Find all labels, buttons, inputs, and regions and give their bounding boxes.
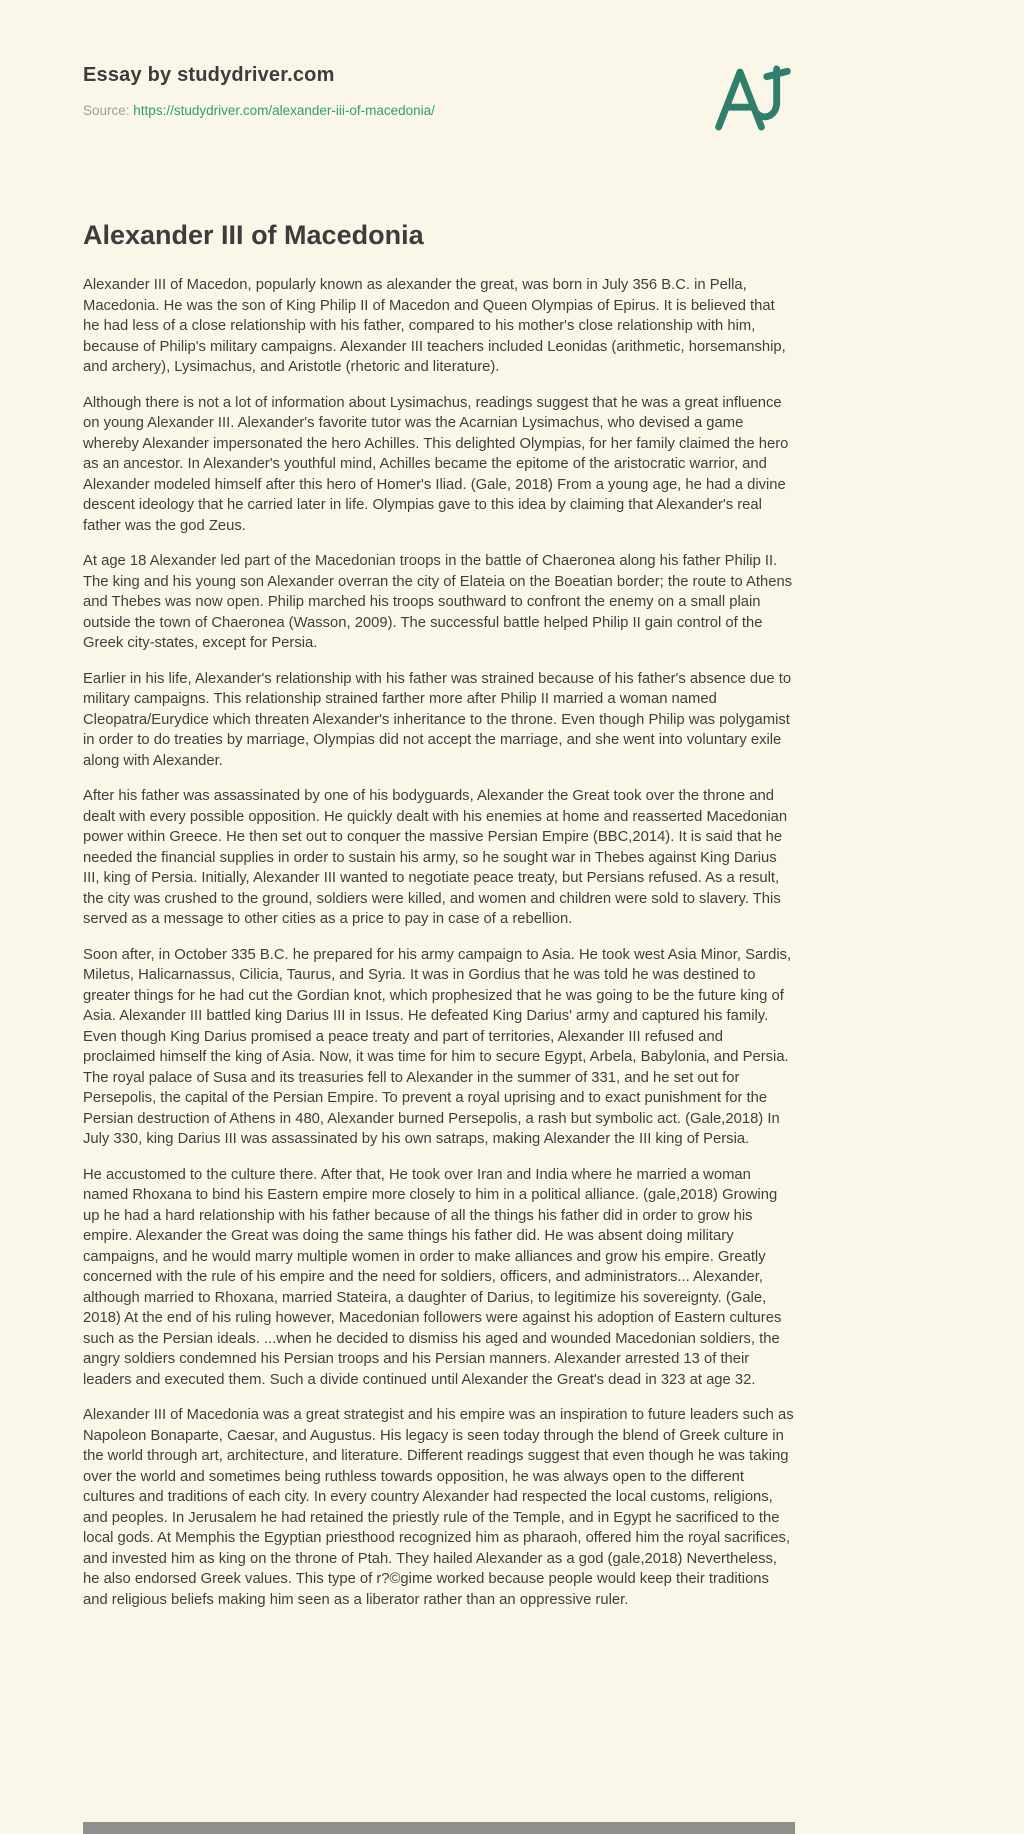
essay-paragraph: Earlier in his life, Alexander's relationship with his father was strained because of his father's absence due to military campaigns. This relationship strained farther more after Philip II married a woman named Cleopatra/Eurydice which threaten Alexander's inheritance to the throne. Even though Philip was polygamist in order to do treaties by marriage, Olympias did not accept the marriage, and she went into voluntary exile along with Alexander. <box>83 670 792 769</box>
essay-paragraph: Soon after, in October 335 B.C. he prepared for his army campaign to Asia. He took west Asia Minor, Sardis, Miletus, Halicarnassus, Cilicia, Taurus, and Syria. It was in Gordius that he was told he was destined to greater things for he had cut the Gordian knot, which prophesized that he was going to be the future king of Asia. Alexander III battled king Darius III in Issus. He defeated King Darius' army and captured his family. Even though King Darius promised a peace treaty and part of territories, Alexander III refused and proclaimed himself the king of Asia. Now, it was time for him to secure Egypt, Arbela, Babylonia, and Persia. The royal palace of Susa and its treasuries fell to Alexander in the summer of 331, and he set out for Persepolis, the capital of the Persian Empire. To prevent a royal uprising and to exact punishment for the Persian destruction of Athens in 480, Alexander burned Persepolis, a rash but symbolic act. (Gale,2018) In July 330, king Darius III was assassinated by his own satraps, making Alexander the III king of Persia. <box>83 946 792 1147</box>
essay-paragraph: Alexander III of Macedonia was a great strategist and his empire was an inspiration to future leaders such as Napoleon Bonaparte, Caesar, and Augustus. His legacy is seen today through the blend of Greek culture in the world through art, architecture, and literature. Different readings suggest that even though he was taking over the world and sometimes being ruthless towards opposition, he was always open to the different cultures and traditions of each city. In every country Alexander had respected the local customs, religions, and peoples. In Jerusalem he had retained the priestly rule of the Temple, and in Egypt he sacrificed to the local gods. At Memphis the Egyptian priesthood recognized him as pharaoh, offered him the royal sacrifices, and invested him as king on the throne of Ptah. They hailed Alexander as a god (gale,2018) Nevertheless, he also endorsed Greek values. This type of r?©gime worked because people would keep their traditions and religious beliefs making him seen as a liberator rather than an oppressive ruler. <box>83 1407 794 1608</box>
bottom-divider <box>83 1822 795 1834</box>
essay-paragraph: At age 18 Alexander led part of the Macedonian troops in the battle of Chaeronea along his father Philip II. The king and his young son Alexander overran the city of Elateia on the Boeatian border; the route to Athens and Thebes was now open. Philip marched his troops southward to confront the enemy on a small plain outside the town of Chaeronea (Wasson, 2009). The successful battle helped Philip II gain control of the Greek city-states, except for Persia. <box>83 553 793 651</box>
logo-a-shape <box>719 72 762 127</box>
essay-content <box>83 64 795 1625</box>
logo-hook-tick <box>767 71 788 76</box>
source-line <box>83 103 795 118</box>
essay-paragraph: Alexander III of Macedon, popularly known as alexander the great, was born in July 356 B.C. in Pella, Macedonia. He was the son of King Philip II of Macedon and Queen Olympias of Epirus. It is believed that he had less of a close relationship with his father, compared to his mother's close relationship with him, because of Philip's military campaigns. Alexander III teachers included Leonidas (arithmetic, horsemanship, and archery), Lysimachus, and Aristotle (rhetoric and literature). <box>83 277 786 375</box>
essay-title: Alexander III of Macedonia <box>83 220 424 250</box>
source-link[interactable]: https://studydriver.com/alexander-iii-of-macedonia/ <box>133 103 435 118</box>
essay-paragraph: He accustomed to the culture there. After that, He took over Iran and India where he married a woman named Rhoxana to bind his Eastern empire more closely to him in a political alliance. (gale,2018) Growing up he had a hard relationship with his father because of all the things his father did in order to grow his empire. Alexander the Great was doing the same things his father did. He was absent doing military campaigns, and he would marry multiple women in order to make alliances and grow his empire. Greatly concerned with the rule of his empire and the need for soldiers, officers, and administrators... Alexander, although married to Rhoxana, married Stateira, a daughter of Darius, to legitimize his sovereignty. (Gale, 2018) At the end of his ruling however, Macedonian followers were against his adoption of Eastern cultures such as the Persian ideals. ...when he decided to dismiss his aged and wounded Macedonian soldiers, the angry soldiers condemned his Persian troops and his Persian manners. Alexander arrested 13 of their leaders and executed them. Such a divide continued until Alexander the Great's dead in 323 at age 32. <box>83 1166 782 1388</box>
studydriver-logo <box>711 56 795 140</box>
essay-paragraph: After his father was assassinated by one of his bodyguards, Alexander the Great took over the throne and dealt with every possible opposition. He quickly dealt with his enemies at home and reasserted Macedonian power within Greece. He then set out to conquer the massive Persian Empire (BBC,2014). It is said that he needed the financial supplies in order to sustain his army, so he sought war in Thebes against King Darius III, king of Persia. Initially, Alexander III wanted to negotiate peace treaty, but Persians refused. As a result, the city was crushed to the ground, soldiers were killed, and women and children were sold to slavery. This served as a message to other cities as a price to pay in case of a rebellion. <box>83 788 788 927</box>
source-label: Source: <box>83 103 130 118</box>
essay-paragraph: Although there is not a lot of information about Lysimachus, readings suggest that he was a great influence on young Alexander III. Alexander's favorite tutor was the Acarnian Lysimachus, who devised a game whereby Alexander impersonated the hero Achilles. This delighted Olympias, for her family claimed the hero as an ancestor. In Alexander's youthful mind, Achilles became the epitome of the aristocratic warrior, and Alexander modeled himself after this hero of Homer's Iliad. (Gale, 2018) From a young age, he had a divine descent ideology that he carried later in life. Olympias gave to this idea by claiming that Alexander's real father was the god Zeus. <box>83 394 789 534</box>
page-header-title: Essay by studydriver.com <box>83 64 335 86</box>
